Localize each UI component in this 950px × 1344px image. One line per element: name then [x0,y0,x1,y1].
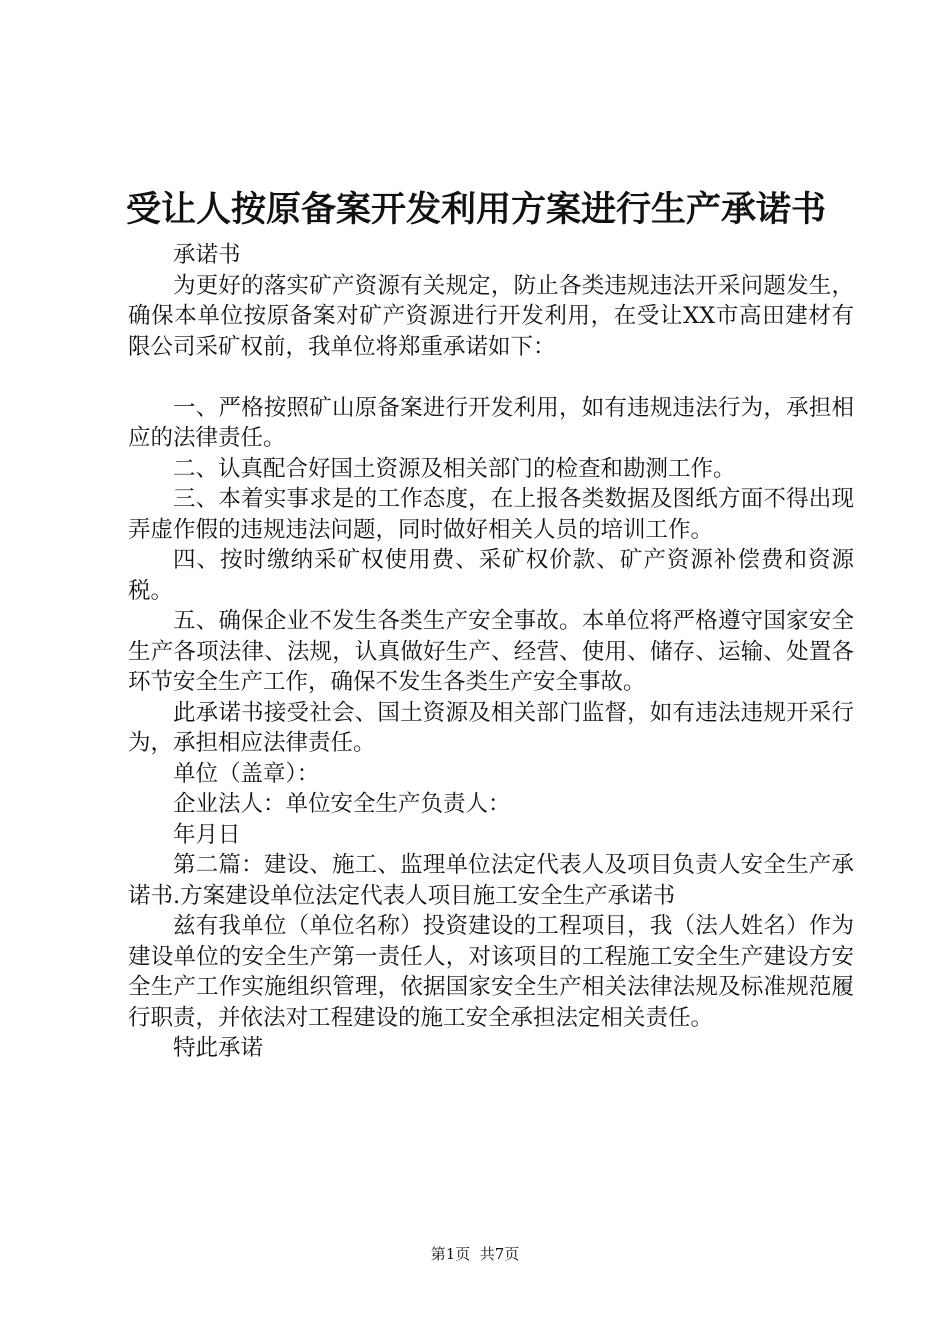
paragraph-closing: 特此承诺 [173,1035,264,1061]
paragraph-supervision: 此承诺书接受社会、国土资源及相关部门监督，如有违法违规开采行为，承担相应法律责任。 [128,699,854,756]
page-footer [0,1244,950,1264]
paragraph-heading: 承诺书 [173,242,241,268]
paragraph-item-5: 五、确保企业不发生各类生产安全事故。本单位将严格遵守国家安全生产各项法律、法规，认真做好生产、经营、使用、储存、运输、处置各环节安全生产工作，确保不发生各类生产安全事故。 [128,608,854,695]
paragraph-item-3: 三、本着实事求是的工作态度，在上报各类数据及图纸方面不得出现弄虚作假的违规违法问题，同时做好相关人员的培训工作。 [128,486,854,543]
paragraph-unit-seal: 单位（盖章）： [173,760,320,787]
paragraph-date: 年月日 [173,821,241,848]
paragraph-section-two-title: 第二篇：建设、施工、监理单位法定代表人及项目负责人安全生产承诺书.方案建设单位法定代表人项目施工安全生产承诺书 [128,852,854,909]
paragraph-item-4: 四、按时缴纳采矿权使用费、采矿权价款、矿产资源补偿费和资源税。 [128,547,854,604]
document-body [128,240,854,1064]
paragraph-section-two-body: 兹有我单位（单位名称）投资建设的工程项目，我（法人姓名）作为建设单位的安全生产第一责任人，对该项目的工程施工安全生产建设方安全生产工作实施组织管理，依据国家安全生产相关法律法规及标准规范履行职责，并依法对工程建设的施工安全承担法定相关责任。 [128,913,854,1031]
paragraph-intro: 为更好的落实矿产资源有关规定，防止各类违规违法开采问题发生，确保本单位按原备案对矿产资源进行开发利用，在受让XX市高田建材有限公司采矿权前，我单位将郑重承诺如下： [128,272,854,360]
paragraph-item-2: 二、认真配合好国土资源及相关部门的检查和勘测工作。 [173,455,736,482]
document-title: 受让人按原备案开发利用方案进行生产承诺书 [126,189,827,230]
blank-line [128,362,854,393]
paragraph-item-1: 一、严格按照矿山原备案进行开发利用，如有违规违法行为，承担相应的法律责任。 [128,394,854,451]
page-number: 第1页 共7页 [430,1245,520,1263]
paragraph-legal-person: 企业法人：单位安全生产负责人： [173,791,511,817]
